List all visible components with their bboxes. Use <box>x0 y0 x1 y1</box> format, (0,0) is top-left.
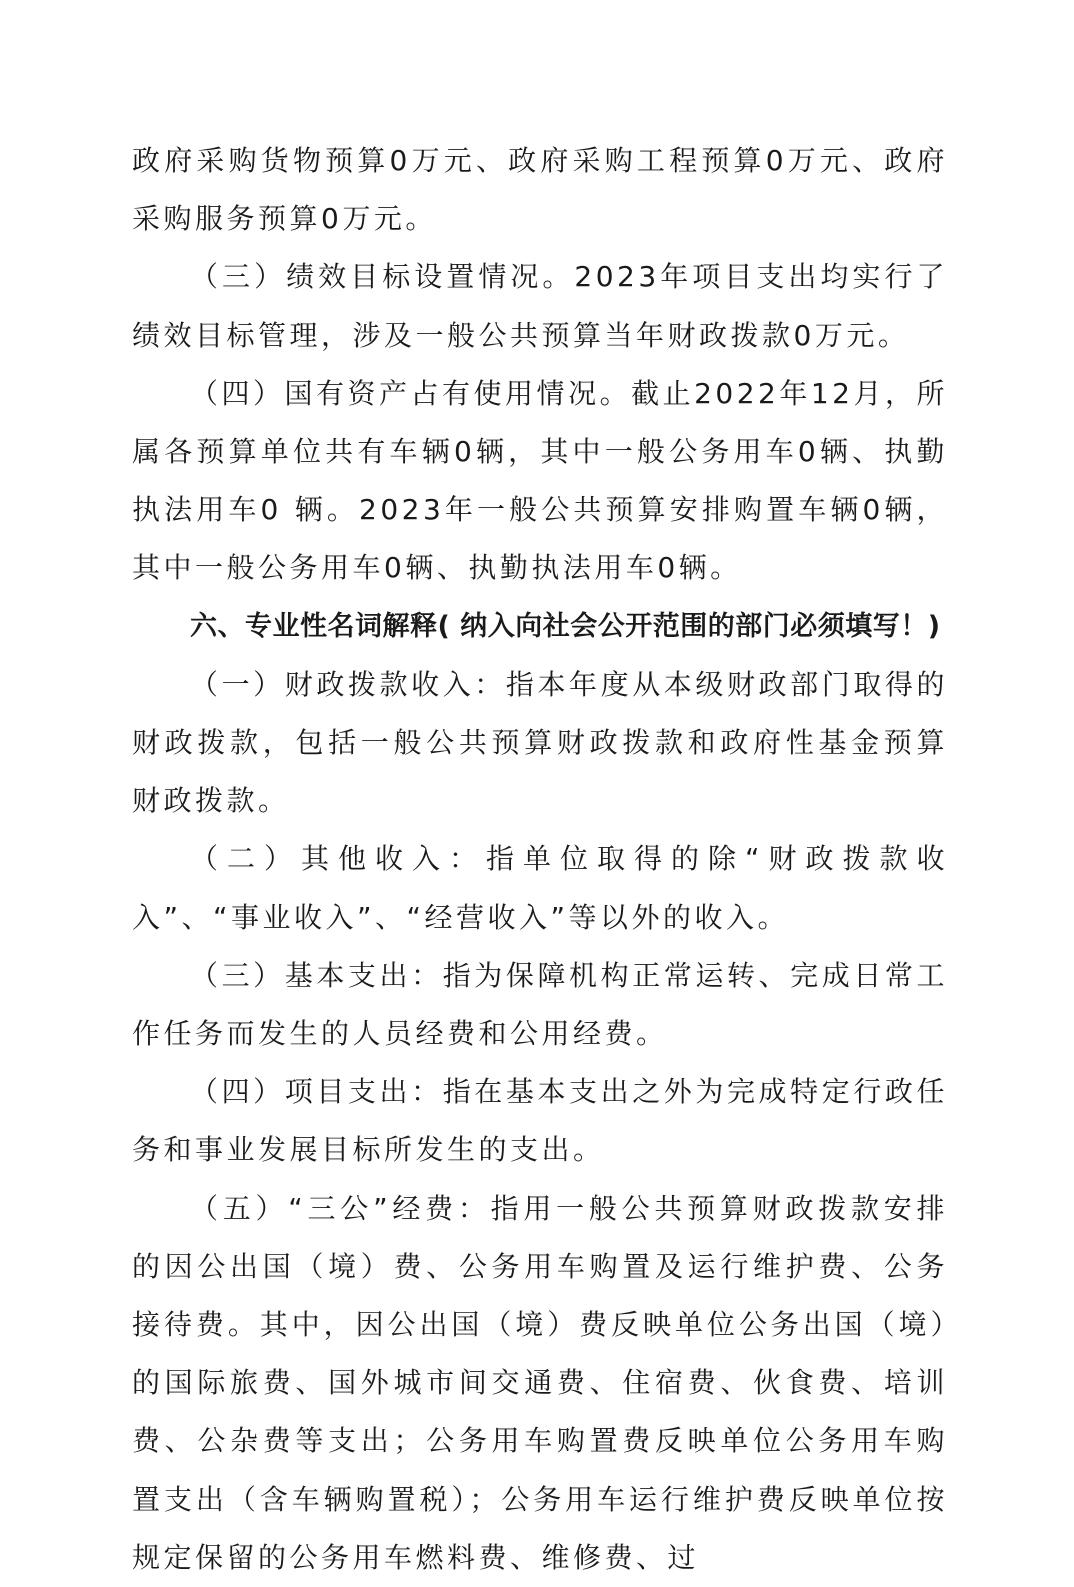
paragraph-procurement-budget: 政府采购货物预算0万元、政府采购工程预算0万元、政府采购服务预算0万元。 <box>132 144 948 236</box>
paragraph-basic-expenditure: （三）基本支出：指为保障机构正常运转、完成日常工作任务而发生的人员经费和公用经费。 <box>132 958 948 1051</box>
paragraph-state-assets: （四）国有资产占有使用情况。截止2022年12月，所属各预算单位共有车辆0辆，其中一般公务用车0辆、执勤执法用车0 辆。2023年一般公共预算安排购置车辆0辆，其中一般公务用车0辆、执勤执法用车0辆。 <box>132 376 948 585</box>
paragraph-fiscal-appropriation-income: （一）财政拨款收入：指本年度从本级财政部门取得的财政拨款，包括一般公共预算财政拨款和政府性基金预算财政拨款。 <box>132 667 948 818</box>
document-page <box>132 132 948 1587</box>
paragraph-performance-targets: （三）绩效目标设置情况。2023年项目支出均实行了绩效目标管理，涉及一般公共预算当年财政拨款0万元。 <box>132 260 948 352</box>
paragraph-three-public-expenses: （五）“三公”经费：指用一般公共预算财政拨款安排的因公出国（境）费、公务用车购置及运行维护费、公务接待费。其中，因公出国（境）费反映单位公务出国（境）的国际旅费、国外城市间交通费、住宿费、伙食费、培训费、公杂费等支出；公务用车购置费反映单位公务用车购置支出（含车辆购置税）；公务用车运行维护费反映单位按规定保留的公务用车燃料费、维修费、过 <box>132 1191 948 1574</box>
paragraph-other-income: （二）其他收入：指单位取得的除“财政拨款收入”、“事业收入”、“经营收入”等以外的收入。 <box>132 842 948 934</box>
paragraph-project-expenditure: （四）项目支出：指在基本支出之外为完成特定行政任务和事业发展目标所发生的支出。 <box>132 1075 948 1167</box>
section-heading-terminology: 六、专业性名词解释( 纳入向社会公开范围的部门必须填写！) <box>190 610 941 642</box>
